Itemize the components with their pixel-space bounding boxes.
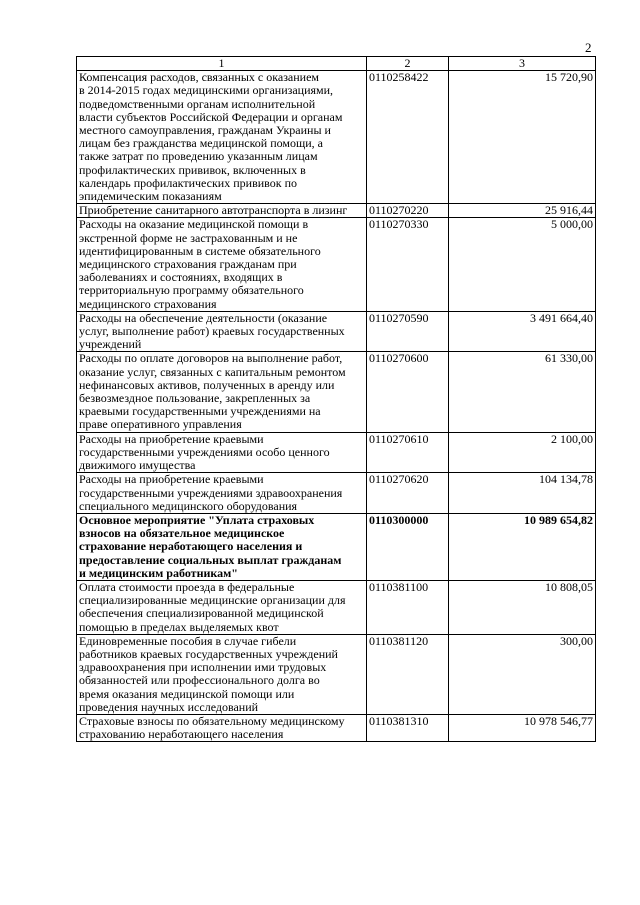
budget-table: [76, 56, 596, 742]
table-header-row: [77, 57, 596, 71]
description-line: территориальную программу обязательного: [79, 283, 304, 298]
row-code: 0110270590: [367, 311, 449, 352]
row-code: 0110300000: [367, 513, 449, 580]
column-header-1: 1: [77, 57, 367, 71]
table-row: [77, 71, 596, 204]
row-amount: 15 720,90: [449, 71, 596, 204]
description-line: экстренной форме не застрахованным и не: [79, 230, 298, 245]
description-line: специального медицинского оборудования: [79, 498, 298, 513]
description-line: медицинского страхования: [79, 296, 217, 311]
row-code: 0110270330: [367, 218, 449, 311]
row-description: [77, 714, 367, 741]
row-description: [77, 432, 367, 473]
table-row: [77, 473, 596, 514]
row-description: [77, 473, 367, 514]
row-description: [77, 71, 367, 204]
row-amount: 10 808,05: [449, 580, 596, 634]
description-line: услуг, выполнение работ) краевых государственных: [79, 324, 345, 339]
row-amount: 104 134,78: [449, 473, 596, 514]
description-line: эпидемическим показаниям: [79, 189, 222, 204]
row-description: [77, 311, 367, 352]
description-line: помощью в пределах выделяемых квот: [79, 619, 279, 634]
row-description: [77, 580, 367, 634]
row-amount: 61 330,00: [449, 352, 596, 432]
description-line: страхование неработающего населения и: [79, 539, 303, 554]
table-row: [77, 352, 596, 432]
row-amount: 5 000,00: [449, 218, 596, 311]
row-description: [77, 352, 367, 432]
table-row: [77, 580, 596, 634]
description-line: Расходы на обеспечение деятельности (оказание: [79, 310, 328, 325]
description-line: учреждений: [79, 337, 142, 352]
table-row: [77, 204, 596, 218]
table-row: [77, 513, 596, 580]
description-line: страхованию неработающего населения: [79, 727, 284, 742]
description-line: медицинского страхования гражданам при: [79, 257, 297, 272]
description-line: обеспечения специализированной медицинской: [79, 606, 324, 621]
description-line: оказание услуг, связанных с капитальным ремонтом: [79, 364, 346, 379]
table-row: [77, 311, 596, 352]
table-row: [77, 432, 596, 473]
row-amount: 2 100,00: [449, 432, 596, 473]
row-code: 0110258422: [367, 71, 449, 204]
description-line: Оплата стоимости проезда в федеральные: [79, 579, 295, 594]
description-line: Компенсация расходов, связанных с оказанием: [79, 70, 320, 85]
table-row: [77, 218, 596, 311]
description-line: Приобретение санитарного автотранспорта в лизинг: [79, 203, 348, 218]
row-code: 0110381310: [367, 714, 449, 741]
row-amount: 25 916,44: [449, 204, 596, 218]
description-line: государственными учреждениями здравоохранения: [79, 485, 343, 500]
description-line: и медицинским работникам": [79, 565, 238, 580]
description-line: здравоохранения при исполнении ими трудовых: [79, 660, 327, 675]
description-line: заболеваниях и состояниях, входящих в: [79, 270, 283, 285]
row-amount: 10 989 654,82: [449, 513, 596, 580]
description-line: специализированные медицинские организации для: [79, 593, 346, 608]
description-line: Расходы на приобретение краевыми: [79, 431, 264, 446]
description-line: работников краевых государственных учреждений: [79, 646, 338, 661]
description-line: лицам без гражданства медицинской помощи, а: [79, 136, 324, 151]
description-line: профилактических прививок, включенных в: [79, 162, 306, 177]
description-line: Расходы на оказание медицинской помощи в: [79, 217, 309, 232]
description-line: власти субъектов Российской Федерации и органам: [79, 109, 343, 124]
row-description: [77, 634, 367, 714]
row-description: [77, 204, 367, 218]
row-code: 0110270610: [367, 432, 449, 473]
column-header-3: 3: [449, 57, 596, 71]
description-line: Единовременные пособия в случае гибели: [79, 633, 297, 648]
description-line: Расходы по оплате договоров на выполнение работ,: [79, 351, 343, 366]
row-code: 0110270620: [367, 473, 449, 514]
description-line: Страховые взносы по обязательному медицинскому: [79, 713, 345, 728]
description-line: Основное мероприятие "Уплата страховых: [79, 512, 315, 527]
row-amount: 10 978 546,77: [449, 714, 596, 741]
row-description: [77, 218, 367, 311]
description-line: нефинансовых активов, полученных в аренду или: [79, 377, 335, 392]
description-line: краевыми государственными учреждениями на: [79, 404, 321, 419]
description-line: идентифицированным в системе обязательного: [79, 243, 321, 258]
description-line: время оказания медицинской помощи или: [79, 686, 295, 701]
description-line: в 2014-2015 годах медицинскими организациями,: [79, 83, 334, 98]
table-row: [77, 634, 596, 714]
row-code: 0110270600: [367, 352, 449, 432]
description-line: также затрат по проведению указанным лицам: [79, 149, 318, 164]
description-line: обязанностей или профессионального долга во: [79, 673, 320, 688]
page-number: 2: [585, 40, 592, 55]
description-line: календарь профилактических прививок по: [79, 175, 297, 190]
description-line: безвозмездное пользование, закрепленных за: [79, 391, 311, 406]
description-line: Расходы на приобретение краевыми: [79, 472, 264, 487]
description-line: подведомственными органам исполнительной: [79, 96, 316, 111]
description-line: государственными учреждениями особо ценного: [79, 444, 330, 459]
row-amount: 3 491 664,40: [449, 311, 596, 352]
row-code: 0110381100: [367, 580, 449, 634]
row-amount: 300,00: [449, 634, 596, 714]
description-line: проведения научных исследований: [79, 699, 259, 714]
description-line: местного самоуправления, гражданам Украины и: [79, 123, 331, 138]
description-line: взносов на обязательное медицинское: [79, 526, 285, 541]
table-row: [77, 714, 596, 741]
row-code: 0110270220: [367, 204, 449, 218]
row-description: [77, 513, 367, 580]
row-code: 0110381120: [367, 634, 449, 714]
description-line: предоставление социальных выплат гражданам: [79, 552, 342, 567]
description-line: праве оперативного управления: [79, 417, 242, 432]
description-line: движимого имущества: [79, 458, 196, 473]
column-header-2: 2: [367, 57, 449, 71]
